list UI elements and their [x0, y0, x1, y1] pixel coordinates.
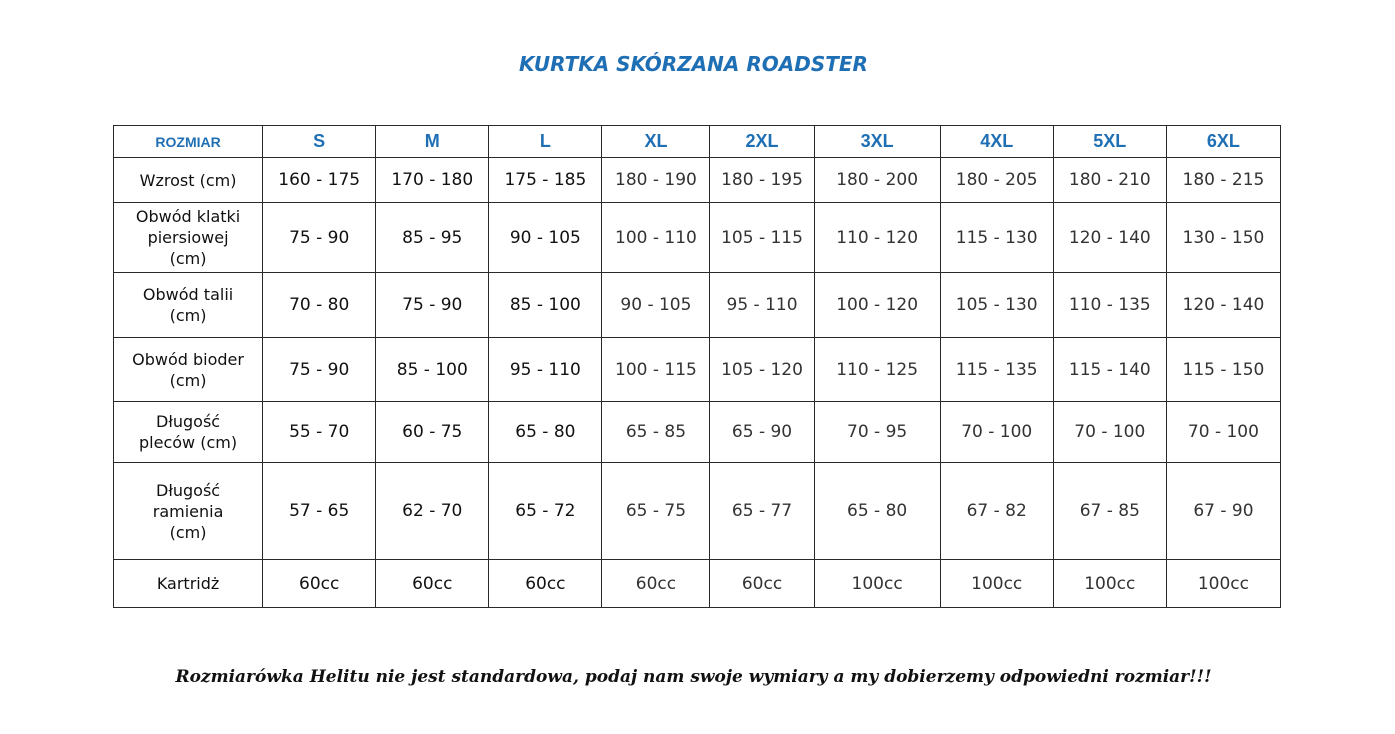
- table-cell: 90 - 105: [489, 203, 602, 273]
- table-cell: 60 - 75: [376, 402, 489, 463]
- size-header-3xl: 3XL: [814, 126, 940, 158]
- table-cell: 60cc: [602, 560, 710, 608]
- row-back-length: [114, 402, 1281, 463]
- table-cell: 60cc: [376, 560, 489, 608]
- table-cell: 65 - 85: [602, 402, 710, 463]
- table-cell: 120 - 140: [1053, 203, 1166, 273]
- row-hips: [114, 338, 1281, 402]
- table-cell: 65 - 80: [489, 402, 602, 463]
- row-label: Obwód klatki piersiowej (cm): [114, 203, 263, 273]
- row-label: Kartridż: [114, 560, 263, 608]
- table-cell: 115 - 150: [1166, 338, 1280, 402]
- table-cell: 180 - 200: [814, 158, 940, 203]
- table-cell: 65 - 90: [710, 402, 814, 463]
- row-label: Obwód talii (cm): [114, 273, 263, 338]
- table-cell: 65 - 77: [710, 463, 814, 560]
- table-cell: 100 - 110: [602, 203, 710, 273]
- table-cell: 180 - 205: [940, 158, 1053, 203]
- table-cell: 70 - 100: [1166, 402, 1280, 463]
- size-header-xl: XL: [602, 126, 710, 158]
- table-cell: 105 - 115: [710, 203, 814, 273]
- table-cell: 130 - 150: [1166, 203, 1280, 273]
- row-height: [114, 158, 1281, 203]
- row-arm-length: [114, 463, 1281, 560]
- size-header-l: L: [489, 126, 602, 158]
- table-cell: 120 - 140: [1166, 273, 1280, 338]
- table-cell: 60cc: [489, 560, 602, 608]
- row-label: Obwód bioder (cm): [114, 338, 263, 402]
- table-cell: 65 - 80: [814, 463, 940, 560]
- table-cell: 100cc: [1053, 560, 1166, 608]
- size-chart-body: [114, 158, 1281, 608]
- table-cell: 105 - 120: [710, 338, 814, 402]
- table-cell: 60cc: [710, 560, 814, 608]
- row-label: Długość pleców (cm): [114, 402, 263, 463]
- table-cell: 95 - 110: [489, 338, 602, 402]
- table-cell: 67 - 85: [1053, 463, 1166, 560]
- table-cell: 180 - 190: [602, 158, 710, 203]
- size-header-s: S: [263, 126, 376, 158]
- table-cell: 100cc: [1166, 560, 1280, 608]
- table-cell: 180 - 195: [710, 158, 814, 203]
- table-cell: 95 - 110: [710, 273, 814, 338]
- row-cartridge: [114, 560, 1281, 608]
- table-cell: 110 - 125: [814, 338, 940, 402]
- table-cell: 180 - 210: [1053, 158, 1166, 203]
- table-cell: 62 - 70: [376, 463, 489, 560]
- table-cell: 115 - 140: [1053, 338, 1166, 402]
- size-column-header: ROZMIAR: [114, 126, 263, 158]
- size-header-m: M: [376, 126, 489, 158]
- table-cell: 110 - 120: [814, 203, 940, 273]
- table-cell: 55 - 70: [263, 402, 376, 463]
- table-cell: 75 - 90: [376, 273, 489, 338]
- table-cell: 75 - 90: [263, 203, 376, 273]
- header-row: [114, 126, 1281, 158]
- table-cell: 170 - 180: [376, 158, 489, 203]
- size-chart-table: [113, 125, 1281, 608]
- table-cell: 57 - 65: [263, 463, 376, 560]
- table-cell: 180 - 215: [1166, 158, 1280, 203]
- row-label: Długość ramienia (cm): [114, 463, 263, 560]
- table-cell: 85 - 95: [376, 203, 489, 273]
- row-waist: [114, 273, 1281, 338]
- table-cell: 115 - 135: [940, 338, 1053, 402]
- table-cell: 100cc: [940, 560, 1053, 608]
- table-cell: 160 - 175: [263, 158, 376, 203]
- size-header-6xl: 6XL: [1166, 126, 1280, 158]
- table-cell: 65 - 75: [602, 463, 710, 560]
- table-cell: 100cc: [814, 560, 940, 608]
- table-cell: 70 - 100: [940, 402, 1053, 463]
- size-header-5xl: 5XL: [1053, 126, 1166, 158]
- table-cell: 105 - 130: [940, 273, 1053, 338]
- table-cell: 100 - 120: [814, 273, 940, 338]
- size-header-4xl: 4XL: [940, 126, 1053, 158]
- table-cell: 75 - 90: [263, 338, 376, 402]
- table-cell: 67 - 90: [1166, 463, 1280, 560]
- table-cell: 85 - 100: [489, 273, 602, 338]
- table-cell: 90 - 105: [602, 273, 710, 338]
- page-title: KURTKA SKÓRZANA ROADSTER: [519, 52, 868, 76]
- table-cell: 65 - 72: [489, 463, 602, 560]
- row-label: Wzrost (cm): [114, 158, 263, 203]
- size-header-2xl: 2XL: [710, 126, 814, 158]
- row-chest: [114, 203, 1281, 273]
- table-cell: 85 - 100: [376, 338, 489, 402]
- table-cell: 175 - 185: [489, 158, 602, 203]
- table-cell: 115 - 130: [940, 203, 1053, 273]
- table-cell: 100 - 115: [602, 338, 710, 402]
- table-cell: 67 - 82: [940, 463, 1053, 560]
- footer-note: Rozmiarówka Helitu nie jest standardowa, podaj nam swoje wymiary a my dobierzemy odpowiedni rozmiar!!!: [175, 667, 1212, 687]
- table-cell: 70 - 95: [814, 402, 940, 463]
- table-cell: 70 - 100: [1053, 402, 1166, 463]
- table-cell: 60cc: [263, 560, 376, 608]
- table-cell: 110 - 135: [1053, 273, 1166, 338]
- table-cell: 70 - 80: [263, 273, 376, 338]
